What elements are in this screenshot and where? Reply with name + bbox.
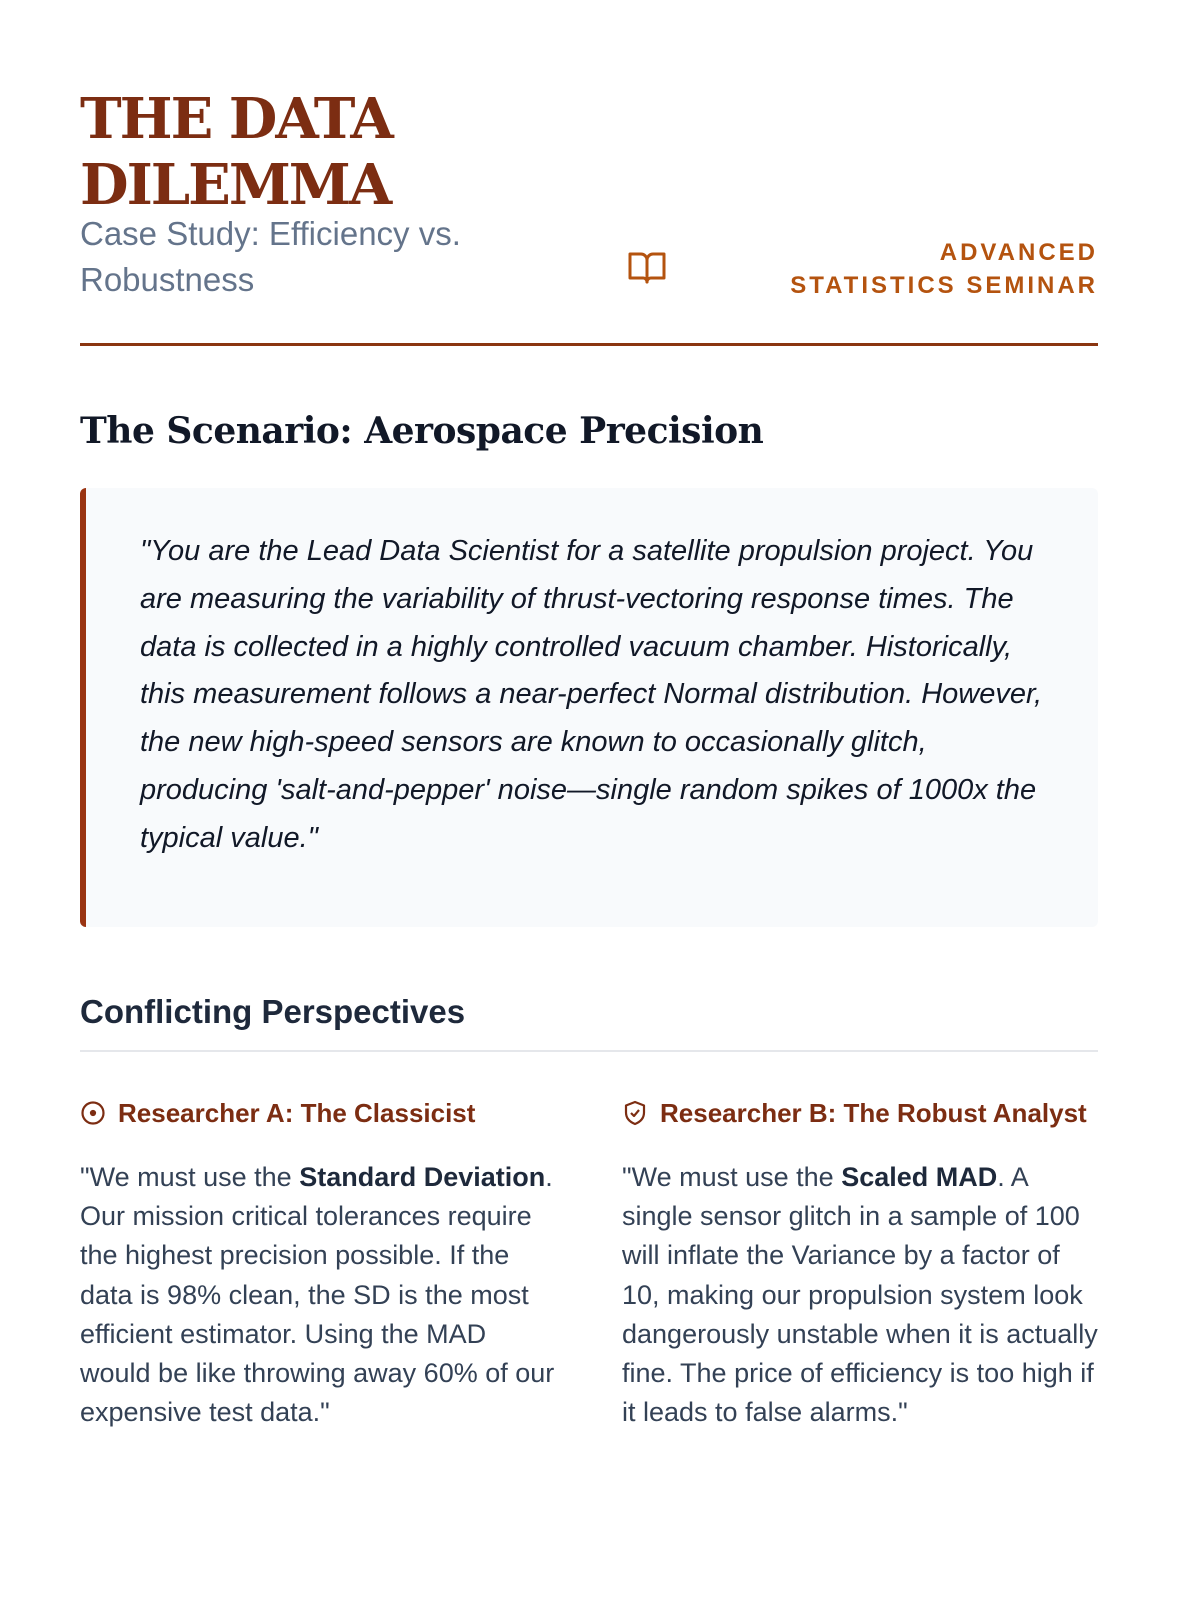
scenario-quote	[80, 488, 1098, 927]
page-title: THE DATA DILEMMA	[80, 86, 392, 218]
researcher-b-heading	[622, 1094, 1102, 1132]
researcher-a	[80, 1094, 560, 1432]
scenario-heading: The Scenario: Aerospace Precision	[80, 410, 764, 452]
text: . A single sensor glitch in a sample of 100 will inflate the Variance by a factor of 10, making our propulsion system look dangerously unstable when it is actually fine. The price of efficiency is too high if it leads to false alarms."	[622, 1162, 1098, 1428]
researcher-b-title: Researcher B: The Robust Analyst	[660, 1097, 1087, 1128]
researcher-a-heading	[80, 1094, 560, 1132]
researcher-a-text	[80, 1158, 560, 1432]
subtitle: Case Study: Efficiency vs. Robustness	[80, 215, 461, 298]
book-open-icon	[628, 250, 666, 286]
text: "We must use the	[80, 1162, 300, 1192]
perspectives-heading: Conflicting Perspectives	[80, 993, 466, 1030]
scenario-quote-text: "You are the Lead Data Scientist for a satellite propulsion project. You are measuring the variability of thrust-vectoring response times. The data is collected in a highly controlled vacuum chamber. Historically, this measurement follows a near-perfect Normal distribution. However, the new high-speed sensors are known to occasionally glitch, producing 'salt-and-pepper' noise—single random spikes of 1000x the typical value."	[140, 535, 1043, 854]
target-icon	[80, 1100, 106, 1126]
header	[80, 0, 1098, 346]
emphasis: Scaled MAD	[841, 1162, 998, 1192]
emphasis: Standard Deviation	[299, 1162, 546, 1192]
text: "We must use the	[622, 1162, 842, 1192]
researcher-a-title: Researcher A: The Classicist	[118, 1097, 476, 1128]
shield-check-icon	[622, 1100, 648, 1126]
researcher-b	[622, 1094, 1102, 1432]
page	[80, 0, 1098, 1428]
text: . Our mission critical tolerances require the highest precision possible. If the data is 98% clean, the SD is the most efficient estimator. Using the MAD would be like throwing away 60% of our expensive test data."	[80, 1162, 555, 1428]
seminar-label: ADVANCED STATISTICS SEMINAR	[790, 239, 1098, 299]
researcher-b-text	[622, 1158, 1102, 1432]
divider	[80, 1050, 1098, 1052]
